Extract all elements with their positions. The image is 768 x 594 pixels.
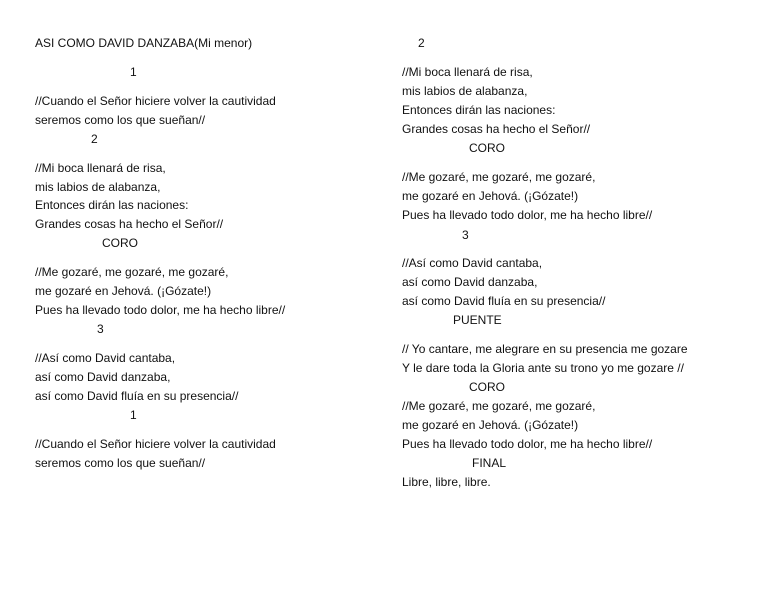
verse-number: 2 — [418, 36, 425, 50]
lyric-line: mis labios de alabanza, — [35, 180, 161, 194]
lyric-line: Pues ha llevado todo dolor, me ha hecho libre// — [402, 208, 653, 222]
lyric-line: //Me gozaré, me gozaré, me gozaré, — [402, 170, 596, 184]
lyric-line: //Me gozaré, me gozaré, me gozaré, — [35, 265, 229, 279]
lyric-line: //Mi boca llenará de risa, — [35, 161, 166, 175]
section-label-final: FINAL — [472, 456, 507, 470]
lyric-line: //Así como David cantaba, — [35, 351, 176, 365]
lyric-line: Libre, libre, libre. — [402, 475, 491, 489]
verse-number: 3 — [97, 322, 104, 336]
verse-number: 2 — [91, 132, 98, 146]
lyric-line: así como David danzaba, — [35, 370, 171, 384]
lyric-line: seremos como los que sueñan// — [35, 456, 206, 470]
lyric-line: //Me gozaré, me gozaré, me gozaré, — [402, 399, 596, 413]
lyric-line: //Cuando el Señor hiciere volver la cautividad — [35, 437, 276, 451]
verse-number: 3 — [462, 228, 469, 242]
section-label-coro: CORO — [469, 380, 505, 394]
verse-number: 1 — [130, 408, 137, 422]
lyric-line: así como David danzaba, — [402, 275, 538, 289]
lyric-line: me gozaré en Jehová. (¡Gózate!) — [402, 418, 579, 432]
lyric-line: Entonces dirán las naciones: — [35, 198, 189, 212]
lyric-line: Grandes cosas ha hecho el Señor// — [402, 122, 591, 136]
lyric-line: Y le dare toda la Gloria ante su trono yo me gozare // — [402, 361, 684, 375]
section-label-puente: PUENTE — [453, 313, 502, 327]
lyric-line: // Yo cantare, me alegrare en su presencia me gozare — [402, 342, 688, 356]
lyric-line: me gozaré en Jehová. (¡Gózate!) — [402, 189, 579, 203]
lyric-line: seremos como los que sueñan// — [35, 113, 206, 127]
lyric-line: así como David fluía en su presencia// — [35, 389, 239, 403]
song-title: ASI COMO DAVID DANZABA(Mi menor) — [35, 36, 253, 50]
lyric-line: Pues ha llevado todo dolor, me ha hecho libre// — [402, 437, 653, 451]
lyric-line: mis labios de alabanza, — [402, 84, 528, 98]
lyric-line: así como David fluía en su presencia// — [402, 294, 606, 308]
lyric-line: Grandes cosas ha hecho el Señor// — [35, 217, 224, 231]
lyric-line: //Así como David cantaba, — [402, 256, 543, 270]
section-label-coro: CORO — [102, 236, 138, 250]
lyric-line: //Mi boca llenará de risa, — [402, 65, 533, 79]
lyric-line: //Cuando el Señor hiciere volver la cautividad — [35, 94, 276, 108]
verse-number: 1 — [130, 65, 137, 79]
lyric-line: me gozaré en Jehová. (¡Gózate!) — [35, 284, 212, 298]
section-label-coro: CORO — [469, 141, 505, 155]
lyric-line: Pues ha llevado todo dolor, me ha hecho libre// — [35, 303, 286, 317]
lyric-line: Entonces dirán las naciones: — [402, 103, 556, 117]
